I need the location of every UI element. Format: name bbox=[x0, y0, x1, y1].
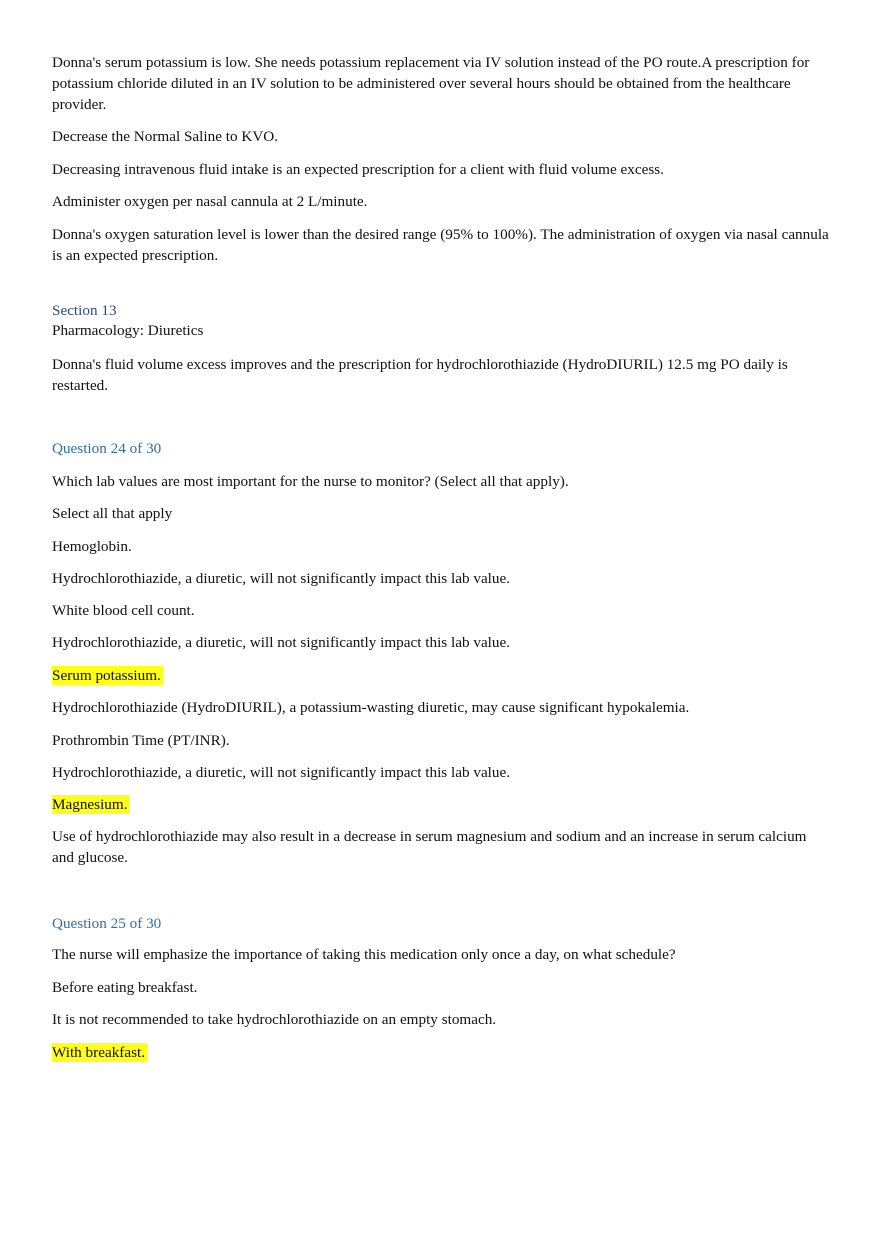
option-hemoglobin: Hemoglobin. bbox=[52, 538, 132, 555]
question-25-prompt: The nurse will emphasize the importance of taking this medication only once a day, on what schedule? bbox=[52, 946, 676, 963]
rationale-prothrombin-time: Hydrochlorothiazide, a diuretic, will not significantly impact this lab value. bbox=[52, 764, 511, 781]
rationale-magnesium: Use of hydrochlorothiazide may also result in a decrease in serum magnesium and sodium and an increase in serum calcium and glucose. bbox=[52, 828, 807, 866]
question-24-heading: Question 24 of 30 bbox=[52, 440, 162, 457]
option-administer-oxygen: Administer oxygen per nasal cannula at 2 L/minute. bbox=[52, 193, 368, 210]
rationale-hemoglobin: Hydrochlorothiazide, a diuretic, will not significantly impact this lab value. bbox=[52, 570, 511, 587]
option-white-blood-cell-count: White blood cell count. bbox=[52, 602, 195, 619]
rationale-decrease-fluid: Decreasing intravenous fluid intake is an expected prescription for a client with fluid volume excess. bbox=[52, 161, 664, 178]
question-25-heading: Question 25 of 30 bbox=[52, 915, 162, 932]
option-with-breakfast-highlighted: With breakfast. bbox=[52, 1044, 146, 1061]
rationale-before-breakfast: It is not recommended to take hydrochlorothiazide on an empty stomach. bbox=[52, 1011, 497, 1028]
question-24-prompt: Which lab values are most important for the nurse to monitor? (Select all that apply). bbox=[52, 473, 569, 490]
option-decrease-normal-saline: Decrease the Normal Saline to KVO. bbox=[52, 128, 279, 145]
rationale-serum-potassium: Hydrochlorothiazide (HydroDIURIL), a potassium-wasting diuretic, may cause significant hypokalemia. bbox=[52, 699, 690, 716]
section-label: Section 13 bbox=[52, 302, 117, 319]
option-magnesium-highlighted: Magnesium. bbox=[52, 796, 128, 813]
rationale-white-blood-cell-count: Hydrochlorothiazide, a diuretic, will not significantly impact this lab value. bbox=[52, 634, 511, 651]
paragraph-potassium-replacement: Donna's serum potassium is low. She needs potassium replacement via IV solution instead of the PO route.A prescription for potassium chloride diluted in an IV solution to be administered over several hours should be obtained from the healthcare provider. bbox=[52, 54, 810, 113]
option-serum-potassium-row bbox=[52, 665, 832, 686]
option-before-breakfast: Before eating breakfast. bbox=[52, 979, 198, 996]
section-topic: Pharmacology: Diuretics bbox=[52, 322, 204, 339]
option-magnesium-row bbox=[52, 794, 832, 815]
section-scenario: Donna's fluid volume excess improves and the prescription for hydrochlorothiazide (HydroDIURIL) 12.5 mg PO daily is restarted. bbox=[52, 356, 788, 394]
option-prothrombin-time: Prothrombin Time (PT/INR). bbox=[52, 732, 230, 749]
option-serum-potassium-highlighted: Serum potassium. bbox=[52, 667, 161, 684]
question-24-instruction: Select all that apply bbox=[52, 505, 173, 522]
option-with-breakfast-row bbox=[52, 1042, 832, 1063]
rationale-oxygen: Donna's oxygen saturation level is lower than the desired range (95% to 100%). The administration of oxygen via nasal cannula is an expected prescription. bbox=[52, 226, 829, 264]
